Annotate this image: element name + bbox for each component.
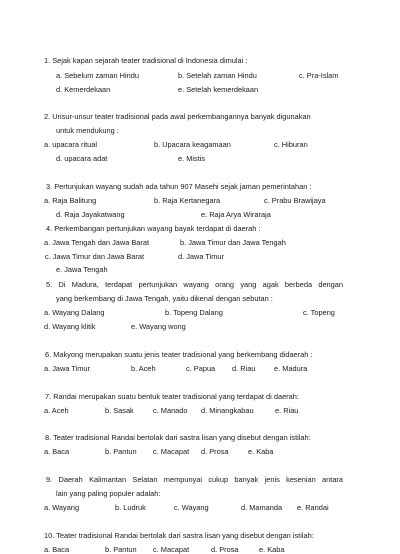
q4-option-b: b. Jawa Timur dan Jawa Tengah — [180, 238, 286, 247]
q6-option-e: e. Madura — [274, 364, 308, 373]
question-7-text: 7. Randai merupakan suatu bentuk teater tradisional yang terdapat di daerah: — [45, 392, 299, 401]
q6-option-d: d. Riau — [232, 364, 256, 373]
question-9-text-cont: lain yang paling populer adalah: — [56, 489, 161, 498]
q3-option-a: a. Raja Balitung — [44, 196, 97, 205]
q7-option-c: c. Manado — [153, 406, 188, 415]
q7-option-e: e. Riau — [275, 406, 299, 415]
q9-option-a: a. Wayang — [44, 503, 80, 512]
q2-option-a: a. upacara ritual — [44, 140, 97, 149]
q9-option-d: d. Mamanda — [241, 503, 283, 512]
question-8-text: 8. Teater tradisional Randai bertolak dari sastra lisan yang disebut dengan istilah: — [45, 433, 311, 442]
q9-option-b: b. Ludruk — [115, 503, 146, 512]
q5-option-c: c. Topeng — [303, 308, 335, 317]
q7-option-d: d. Minangkabau — [201, 406, 254, 415]
question-10-text: 10. Teater tradisional Randai bertolak dari sastra lisan yang disebut dengan istilah: — [44, 531, 314, 540]
q3-option-b: b. Raja Kertanegara — [154, 196, 221, 205]
q6-option-b: b. Aceh — [131, 364, 156, 373]
q4-option-e: e. Jawa Tengah — [56, 265, 108, 274]
q10-option-e: e. Kaba — [259, 545, 285, 554]
q3-option-c: c. Prabu Brawijaya — [264, 196, 326, 205]
question-4-text: 4. Perkembangan pertunjukan wayang bayak terdapat di daerah : — [46, 224, 261, 233]
q2-option-e: e. Mistis — [178, 154, 206, 163]
question-9-text: 9. Daerah Kalimantan Selatan mempunyai cukup banyak jenis kesenian antara — [46, 475, 343, 484]
q4-option-a: a. Jawa Tengah dan Jawa Barat — [44, 238, 150, 247]
q9-option-e: e. Randai — [297, 503, 329, 512]
question-2-text-cont: untuk mendukung : — [56, 126, 119, 135]
q4-option-d: d. Jawa Timur — [178, 252, 224, 261]
q7-option-a: a. Aceh — [44, 406, 69, 415]
question-5-text: 5. Di Madura, terdapat pertunjukan wayang orang yang agak berbeda dengan — [46, 280, 343, 289]
q1-option-e: e. Setelah kemerdekaan — [178, 85, 259, 94]
q3-option-e: e. Raja Arya Wiraraja — [201, 210, 271, 219]
question-5-text-cont: yang berkembang di Jawa Tengah, yaitu dikenal dengan sebutan : — [56, 294, 273, 303]
question-3-text: 3. Pertunjukan wayang sudah ada tahun 907 Masehi sejak jaman pemerintahan : — [46, 182, 312, 191]
q1-option-c: c. Pra-Islam — [299, 71, 339, 80]
q1-option-a: a. Sebelum zaman Hindu — [56, 71, 139, 80]
q6-option-c: c. Papua — [186, 364, 216, 373]
q7-option-b: b. Sasak — [105, 406, 134, 415]
question-2-text: 2. Unsur-unsur teater tradisional pada awal perkembangannya banyak digunakan — [44, 112, 311, 121]
q10-option-c: c. Macapat — [153, 545, 190, 554]
q10-option-d: d. Prosa — [211, 545, 239, 554]
q2-option-b: b. Upacara keagamaan — [154, 140, 231, 149]
q4-option-c: c. Jawa Timur dan Jawa Barat — [45, 252, 144, 261]
q8-option-c: c. Macapat — [153, 447, 190, 456]
q5-option-b: b. Topeng Dalang — [165, 308, 223, 317]
q3-option-d: d. Raja Jayakatwang — [56, 210, 125, 219]
q6-option-a: a. Jawa Timur — [44, 364, 90, 373]
q1-option-b: b. Setelah zaman Hindu — [178, 71, 257, 80]
question-1-text: 1. Sejak kapan sejarah teater tradisional di Indonesia dimulai : — [44, 56, 248, 65]
q8-option-a: a. Baca — [44, 447, 70, 456]
q2-option-c: c. Hiburan — [274, 140, 308, 149]
q8-option-e: e. Kaba — [248, 447, 274, 456]
q1-option-d: d. Kemerdekaan — [56, 85, 111, 94]
q5-option-e: e. Wayang wong — [131, 322, 186, 331]
q8-option-b: b. Pantun — [105, 447, 137, 456]
question-6-text: 6. Makyong merupakan suatu jenis teater tradisional yang berkembang didaerah : — [45, 350, 313, 359]
q5-option-d: d. Wayang klitik — [44, 322, 96, 331]
q8-option-d: d. Prosa — [201, 447, 229, 456]
q9-option-c: c. Wayang — [174, 503, 209, 512]
q10-option-b: b. Pantun — [105, 545, 137, 554]
q5-option-a: a. Wayang Dalang — [44, 308, 105, 317]
q10-option-a: a. Baca — [44, 545, 70, 554]
q2-option-d: d. upacara adat — [56, 154, 108, 163]
